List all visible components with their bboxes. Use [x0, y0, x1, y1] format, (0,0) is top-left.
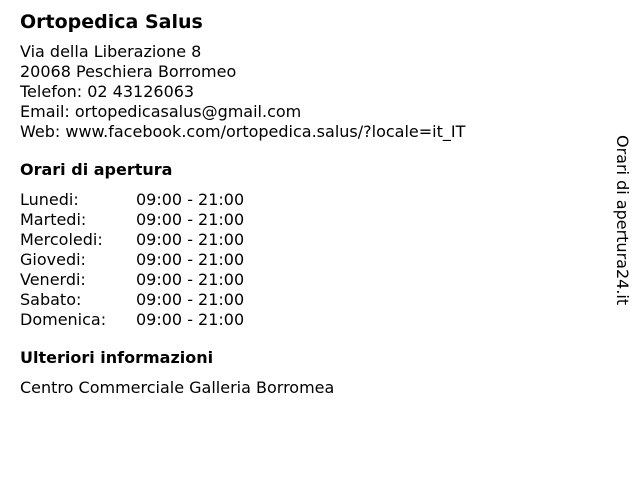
hours-day-label: Lunedi: [20, 190, 79, 209]
hours-time: 09:00 - 21:00 [136, 250, 245, 269]
website-link: Web: www.facebook.com/ortopedica.salus/?locale=it_IT [20, 122, 466, 141]
more-info-text: Centro Commerciale Galleria Borromea [20, 378, 335, 397]
hours-day-label: Giovedi: [20, 250, 86, 269]
hours-row-sunday [20, 310, 600, 330]
hours-day-label: Sabato: [20, 290, 82, 309]
hours-row-monday [20, 190, 600, 210]
hours-row-wednesday [20, 230, 600, 250]
email-address: Email: ortopedicasalus@gmail.com [20, 102, 302, 121]
site-watermark-label: Orari di apertura24.it [613, 135, 632, 306]
hours-row-thursday [20, 250, 600, 270]
hours-day-label: Mercoledi: [20, 230, 103, 249]
hours-day-label: Venerdi: [20, 270, 86, 289]
hours-day-label: Martedi: [20, 210, 87, 229]
hours-time: 09:00 - 21:00 [136, 190, 245, 209]
address-line-1: Via della Liberazione 8 [20, 42, 202, 61]
hours-row-friday [20, 270, 600, 290]
shop-card [20, 10, 600, 398]
hours-row-tuesday [20, 210, 600, 230]
opening-hours-title: Orari di apertura [20, 160, 173, 179]
hours-day-label: Domenica: [20, 310, 107, 329]
phone-number: Telefon: 02 43126063 [20, 82, 195, 101]
address-line-2: 20068 Peschiera Borromeo [20, 62, 237, 81]
hours-time: 09:00 - 21:00 [136, 290, 245, 309]
hours-time: 09:00 - 21:00 [136, 230, 245, 249]
more-info-title: Ulteriori informazioni [20, 348, 214, 367]
hours-time: 09:00 - 21:00 [136, 210, 245, 229]
hours-time: 09:00 - 21:00 [136, 310, 245, 329]
hours-time: 09:00 - 21:00 [136, 270, 245, 289]
shop-name: Ortopedica Salus [20, 11, 203, 33]
hours-row-saturday [20, 290, 600, 310]
